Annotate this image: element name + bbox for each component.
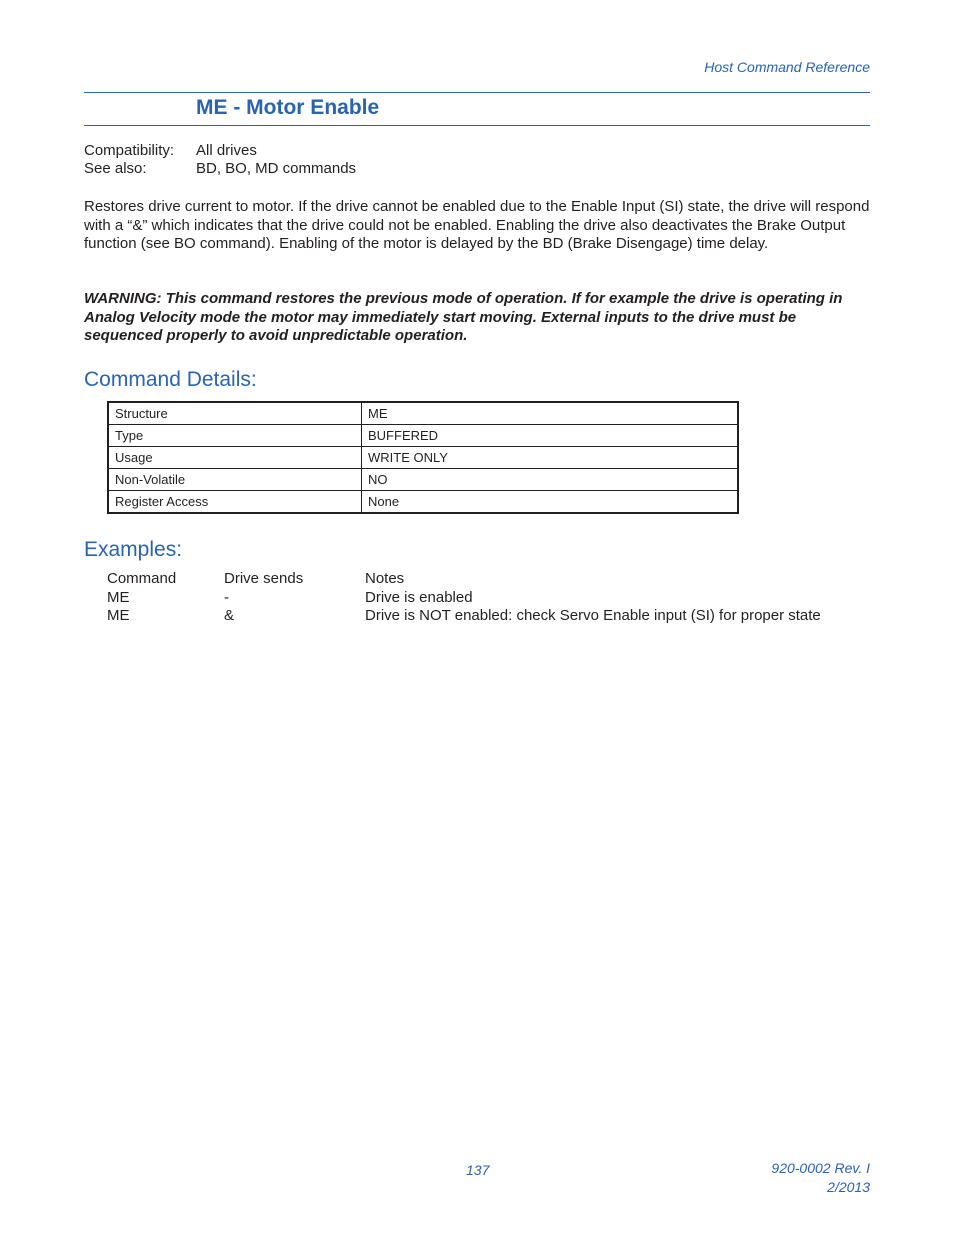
command-details-table bbox=[107, 401, 739, 514]
examples-list bbox=[107, 570, 821, 626]
examples-header-row bbox=[107, 570, 821, 589]
examples-column-header: Drive sends bbox=[224, 570, 304, 587]
example-notes: Drive is NOT enabled: check Servo Enable input (SI) for proper state bbox=[365, 607, 821, 625]
see-also-value: BD, BO, MD commands bbox=[196, 160, 357, 177]
see-also-label: See also: bbox=[84, 160, 147, 177]
detail-value: None bbox=[362, 491, 739, 514]
list-item bbox=[107, 589, 821, 608]
example-drive-sends: & bbox=[224, 607, 235, 625]
detail-key: Register Access bbox=[108, 491, 362, 514]
compatibility-row bbox=[84, 142, 356, 160]
example-notes: Drive is enabled bbox=[365, 588, 473, 606]
detail-key: Type bbox=[108, 425, 362, 447]
page-number: 137 bbox=[466, 1162, 490, 1178]
detail-value: BUFFERED bbox=[362, 425, 739, 447]
page-title: ME - Motor Enable bbox=[196, 96, 380, 119]
see-also-row bbox=[84, 160, 356, 178]
detail-key: Non-Volatile bbox=[108, 469, 362, 491]
examples-heading: Examples: bbox=[84, 538, 183, 561]
command-details-heading: Command Details: bbox=[84, 368, 257, 391]
examples-column-header: Command bbox=[107, 570, 177, 587]
table-row bbox=[108, 425, 738, 447]
compatibility-block bbox=[84, 142, 356, 178]
list-item bbox=[107, 607, 821, 626]
example-drive-sends: - bbox=[224, 588, 229, 606]
table-row bbox=[108, 491, 738, 514]
footer-revision bbox=[771, 1159, 870, 1197]
table-row bbox=[108, 402, 738, 425]
warning-paragraph: WARNING: This command restores the previous mode of operation. If for example the drive is operating in Analog Velocity mode the motor may immediately start moving. External inputs to the drive must be sequenced properly to avoid unpredictable operation. bbox=[84, 290, 843, 345]
compatibility-label: Compatibility: bbox=[84, 142, 175, 159]
example-command: ME bbox=[107, 588, 130, 606]
detail-value: ME bbox=[362, 402, 739, 425]
running-header: Host Command Reference bbox=[704, 59, 870, 75]
document-date: 2/2013 bbox=[827, 1179, 870, 1195]
document-revision: 920-0002 Rev. I bbox=[771, 1160, 870, 1176]
table-row bbox=[108, 469, 738, 491]
examples-column-header: Notes bbox=[365, 570, 405, 587]
detail-key: Structure bbox=[108, 402, 362, 425]
detail-key: Usage bbox=[108, 447, 362, 469]
title-bar bbox=[84, 92, 870, 126]
description-paragraph: Restores drive current to motor. If the drive cannot be enabled due to the Enable Input (SI) state, the drive will respond with a “&” which indicates that the drive could not be enabled. Enabling the drive also deactivates the Brake Output function (see BO command). Enabling of the motor is delayed by the BD (Brake Disengage) time delay. bbox=[84, 198, 870, 253]
table-row bbox=[108, 447, 738, 469]
compatibility-value: All drives bbox=[196, 142, 257, 159]
detail-value: WRITE ONLY bbox=[362, 447, 739, 469]
detail-value: NO bbox=[362, 469, 739, 491]
example-command: ME bbox=[107, 607, 130, 625]
